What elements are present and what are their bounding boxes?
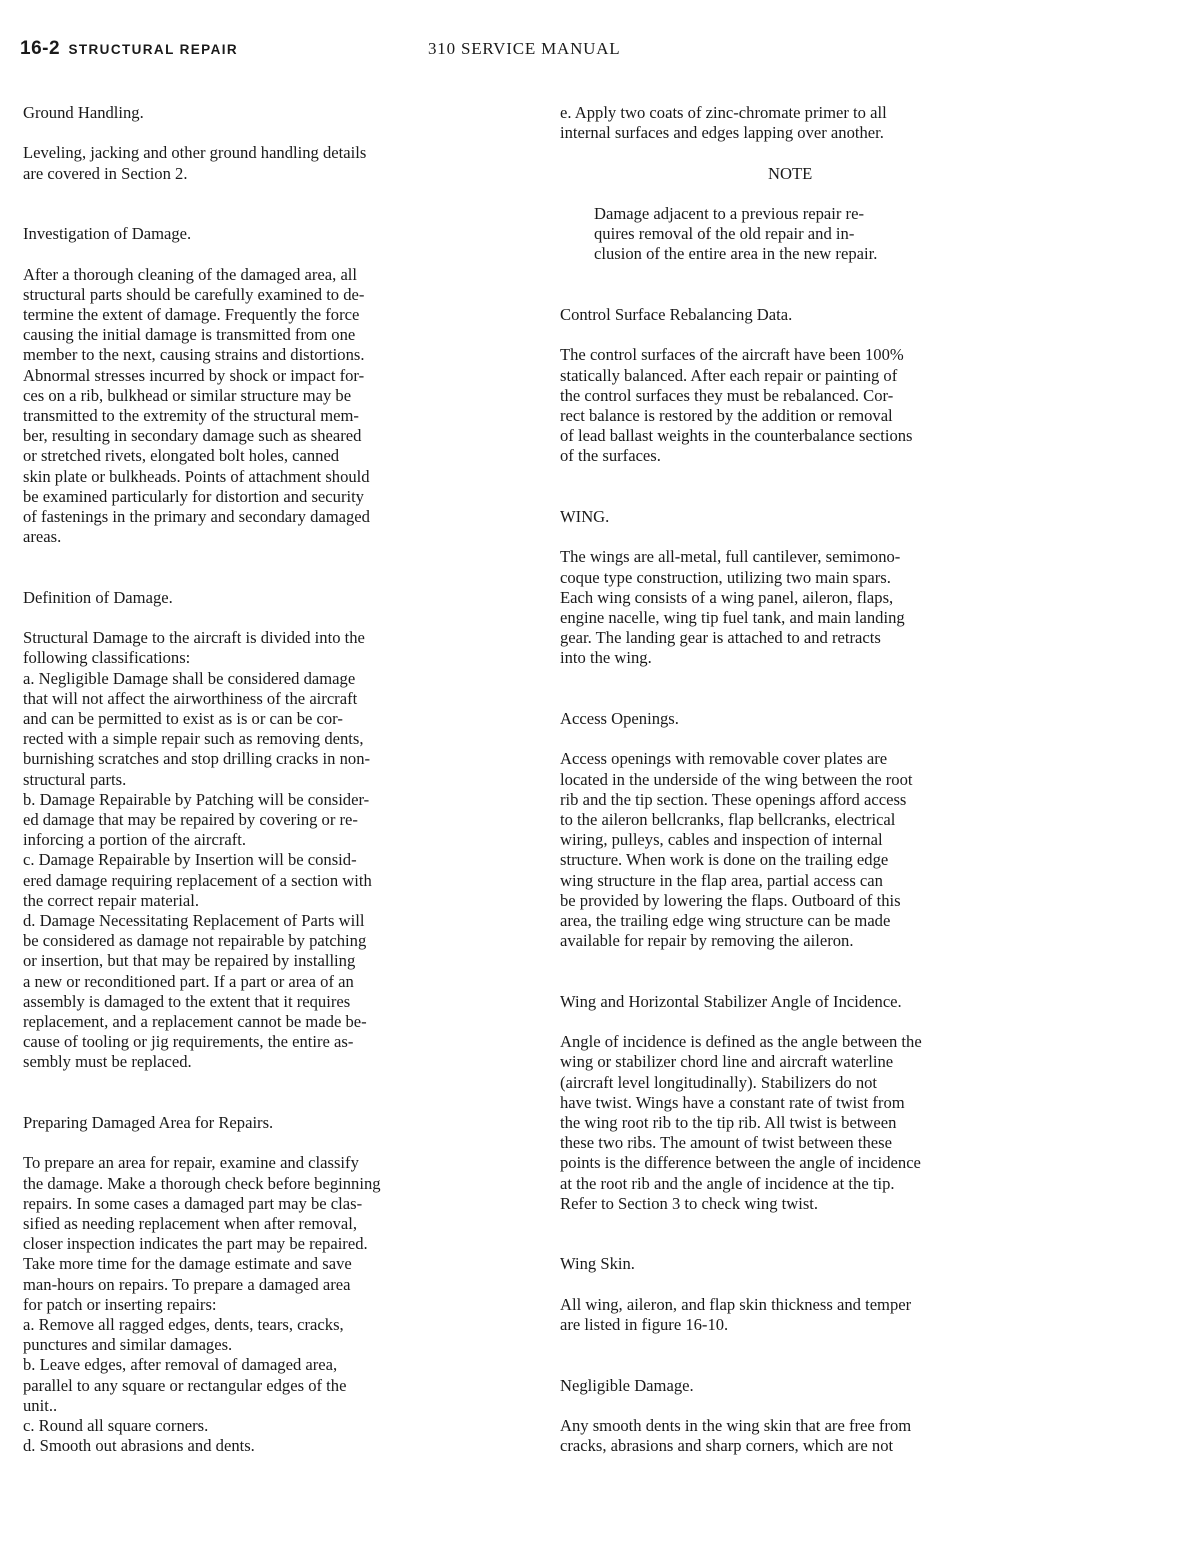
text-line: engine nacelle, wing tip fuel tank, and main landing [560,607,905,627]
text-line: area, the trailing edge wing structure can be made [560,911,891,930]
text-line: replacement, and a replacement cannot be made be- [23,1012,367,1032]
text-line: ces on a rib, bulkhead or similar structure may be [23,385,352,405]
text-line: and can be permitted to exist as is or can be cor- [23,709,343,729]
text-line: wing structure in the flap area, partial access can [560,870,883,890]
heading-wing: WING. [560,506,610,526]
text-line: Leveling, jacking and other ground handling details [23,143,367,163]
page-number: 16-2 [20,38,61,59]
text-line: are listed in figure 16-10. [560,1315,729,1334]
paragraph-wing [560,547,1060,668]
text-line: wiring, pulleys, cables and inspection of internal [560,830,883,850]
text-line: skin plate or bulkheads. Points of attachment should [23,466,370,486]
paragraph-access-openings [560,749,1060,951]
text-line: (aircraft level longitudinally). Stabilizers do not [560,1072,878,1092]
text-line: or stretched rivets, elongated bolt holes, canned [23,446,340,466]
text-line: be examined particularly for distortion and security [23,486,364,506]
text-line: transmitted to the extremity of the structural mem- [23,406,359,425]
text-line: To prepare an area for repair, examine and classify [23,1153,359,1173]
text-line: rib and the tip section. These openings afford access [560,789,907,809]
left-column [23,103,523,1457]
paragraph-step-e [560,103,1060,143]
text-line: at the root rib and the angle of incidence at the tip. [560,1173,895,1193]
text-line: of fastenings in the primary and secondary damaged [23,507,370,527]
text-line: All wing, aileron, and flap skin thickness and temper [560,1294,912,1314]
text-line: wing or stabilizer chord line and aircraft waterline [560,1052,894,1072]
text-line: rect balance is restored by the addition or removal [560,405,893,425]
heading-negligible-damage: Negligible Damage. [560,1375,694,1395]
text-line: rected with a simple repair such as removing dents, [23,729,364,749]
text-line: Access openings with removable cover plates are [560,749,888,769]
paragraph-investigation [23,265,523,548]
text-line: located in the underside of the wing between the root [560,769,913,789]
heading-investigation: Investigation of Damage. [23,224,192,244]
running-header [20,38,238,60]
paragraph-wing-skin [560,1295,1060,1335]
heading-preparing: Preparing Damaged Area for Repairs. [23,1113,274,1133]
text-line: of the surfaces. [560,446,661,466]
heading-wing-skin: Wing Skin. [560,1254,635,1274]
text-line: the wing root rib to the tip rib. All twist is between [560,1113,897,1132]
text-line: available for repair by removing the aileron. [560,931,854,951]
text-line: coque type construction, utilizing two main spars. [560,567,891,587]
text-line: internal surfaces and edges lapping over another. [560,123,884,143]
heading-access-openings: Access Openings. [560,708,679,728]
text-line: Take more time for the damage estimate and save [23,1254,352,1274]
text-line: sembly must be replaced. [23,1052,192,1072]
text-line: d. Smooth out abrasions and dents. [23,1436,255,1456]
text-line: c. Damage Repairable by Insertion will be consid- [23,850,357,870]
text-line: punctures and similar damages. [23,1335,233,1355]
text-line: or insertion, but that may be repaired by installing [23,951,356,971]
text-line: termine the extent of damage. Frequently the force [23,304,360,324]
text-line: repairs. In some cases a damaged part may be clas- [23,1193,363,1213]
text-line: e. Apply two coats of zinc-chromate primer to all [560,103,887,122]
text-line: d. Damage Necessitating Replacement of Parts will [23,911,365,931]
text-line: cause of tooling or jig requirements, the entire as- [23,1032,354,1052]
paragraph-definition [23,628,523,1072]
heading-ground-handling: Ground Handling. [23,103,144,122]
text-line: Angle of incidence is defined as the angle between the [560,1032,922,1052]
text-line: Refer to Section 3 to check wing twist. [560,1193,819,1213]
text-line: statically balanced. After each repair or painting of [560,365,898,385]
text-line: closer inspection indicates the part may be repaired. [23,1234,368,1254]
text-line: ered damage requiring replacement of a section with [23,870,372,890]
text-line: Any smooth dents in the wing skin that are free from [560,1415,912,1435]
paragraph-preparing [23,1153,523,1456]
text-line: burnishing scratches and stop drilling cracks in non- [23,749,371,769]
text-line: unit.. [23,1395,58,1415]
text-line: these two ribs. The amount of twist between these [560,1133,892,1153]
text-line: b. Damage Repairable by Patching will be consider- [23,789,370,809]
text-line: assembly is damaged to the extent that it requires [23,991,351,1011]
text-line: be considered as damage not repairable by patching [23,931,367,951]
text-line: member to the next, causing strains and distortions. [23,345,365,365]
text-line: structural parts should be carefully examined to de- [23,284,365,304]
manual-title: 310 SERVICE MANUAL [428,39,621,58]
text-line: the correct repair material. [23,890,199,910]
text-line: Damage adjacent to a previous repair re- [594,203,864,223]
paragraph-negligible-damage [560,1416,1060,1456]
text-line: The control surfaces of the aircraft have been 100% [560,345,904,365]
text-line: structural parts. [23,769,127,789]
text-line: have twist. Wings have a constant rate of twist from [560,1092,905,1112]
text-line: inforcing a portion of the aircraft. [23,830,247,850]
heading-rebalancing: Control Surface Rebalancing Data. [560,304,793,324]
section-title: STRUCTURAL REPAIR [68,42,239,57]
text-line: Abnormal stresses incurred by shock or impact for- [23,365,365,385]
text-line: structure. When work is done on the trailing edge [560,850,889,870]
paragraph-rebalancing [560,345,1060,466]
text-line: a. Remove all ragged edges, dents, tears, cracks, [23,1315,344,1335]
text-line: following classifications: [23,648,191,668]
paragraph-angle-of-incidence [560,1032,1060,1214]
text-line: sified as needing replacement when after removal, [23,1214,358,1234]
heading-definition: Definition of Damage. [23,587,173,607]
text-line: points is the difference between the angle of incidence [560,1153,921,1173]
text-line: are covered in Section 2. [23,163,188,183]
text-line: areas. [23,527,62,547]
text-line: to the aileron bellcranks, flap bellcranks, electrical [560,809,896,829]
text-line: quires removal of the old repair and in- [594,224,855,244]
text-line: gear. The landing gear is attached to and retracts [560,628,881,648]
text-line: clusion of the entire area in the new repair. [594,244,878,264]
text-line: Structural Damage to the aircraft is divided into the [23,628,365,648]
text-line: the damage. Make a thorough check before beginning [23,1173,381,1193]
text-line: be provided by lowering the flaps. Outboard of this [560,890,901,910]
text-line: a. Negligible Damage shall be considered damage [23,668,356,688]
heading-angle-of-incidence: Wing and Horizontal Stabilizer Angle of Incidence. [560,991,902,1011]
text-line: cracks, abrasions and sharp corners, which are not [560,1436,894,1456]
text-line: the control surfaces they must be rebalanced. Cor- [560,385,894,405]
text-line: into the wing. [560,648,652,668]
text-line: that will not affect the airworthiness of the aircraft [23,688,358,708]
text-line: causing the initial damage is transmitted from one [23,325,356,345]
text-line: ed damage that may be repaired by covering or re- [23,810,358,830]
text-line: c. Round all square corners. [23,1416,209,1436]
text-line: After a thorough cleaning of the damaged area, all [23,264,358,284]
text-line: ber, resulting in secondary damage such as sheared [23,426,362,446]
note-body [560,204,1060,265]
text-line: b. Leave edges, after removal of damaged area, [23,1355,338,1375]
text-line: of lead ballast weights in the counterbalance sections [560,426,913,446]
text-line: for patch or inserting repairs: [23,1294,217,1314]
text-line: man-hours on repairs. To prepare a damaged area [23,1274,351,1294]
text-line: a new or reconditioned part. If a part or area of an [23,971,354,991]
text-line: parallel to any square or rectangular edges of the [23,1375,347,1395]
right-column [560,103,1060,1456]
text-line: The wings are all-metal, full cantilever, semimono- [560,547,901,567]
text-line: Each wing consists of a wing panel, aileron, flaps, [560,587,894,607]
paragraph-ground-handling [23,143,523,183]
note-label: NOTE [768,163,813,183]
